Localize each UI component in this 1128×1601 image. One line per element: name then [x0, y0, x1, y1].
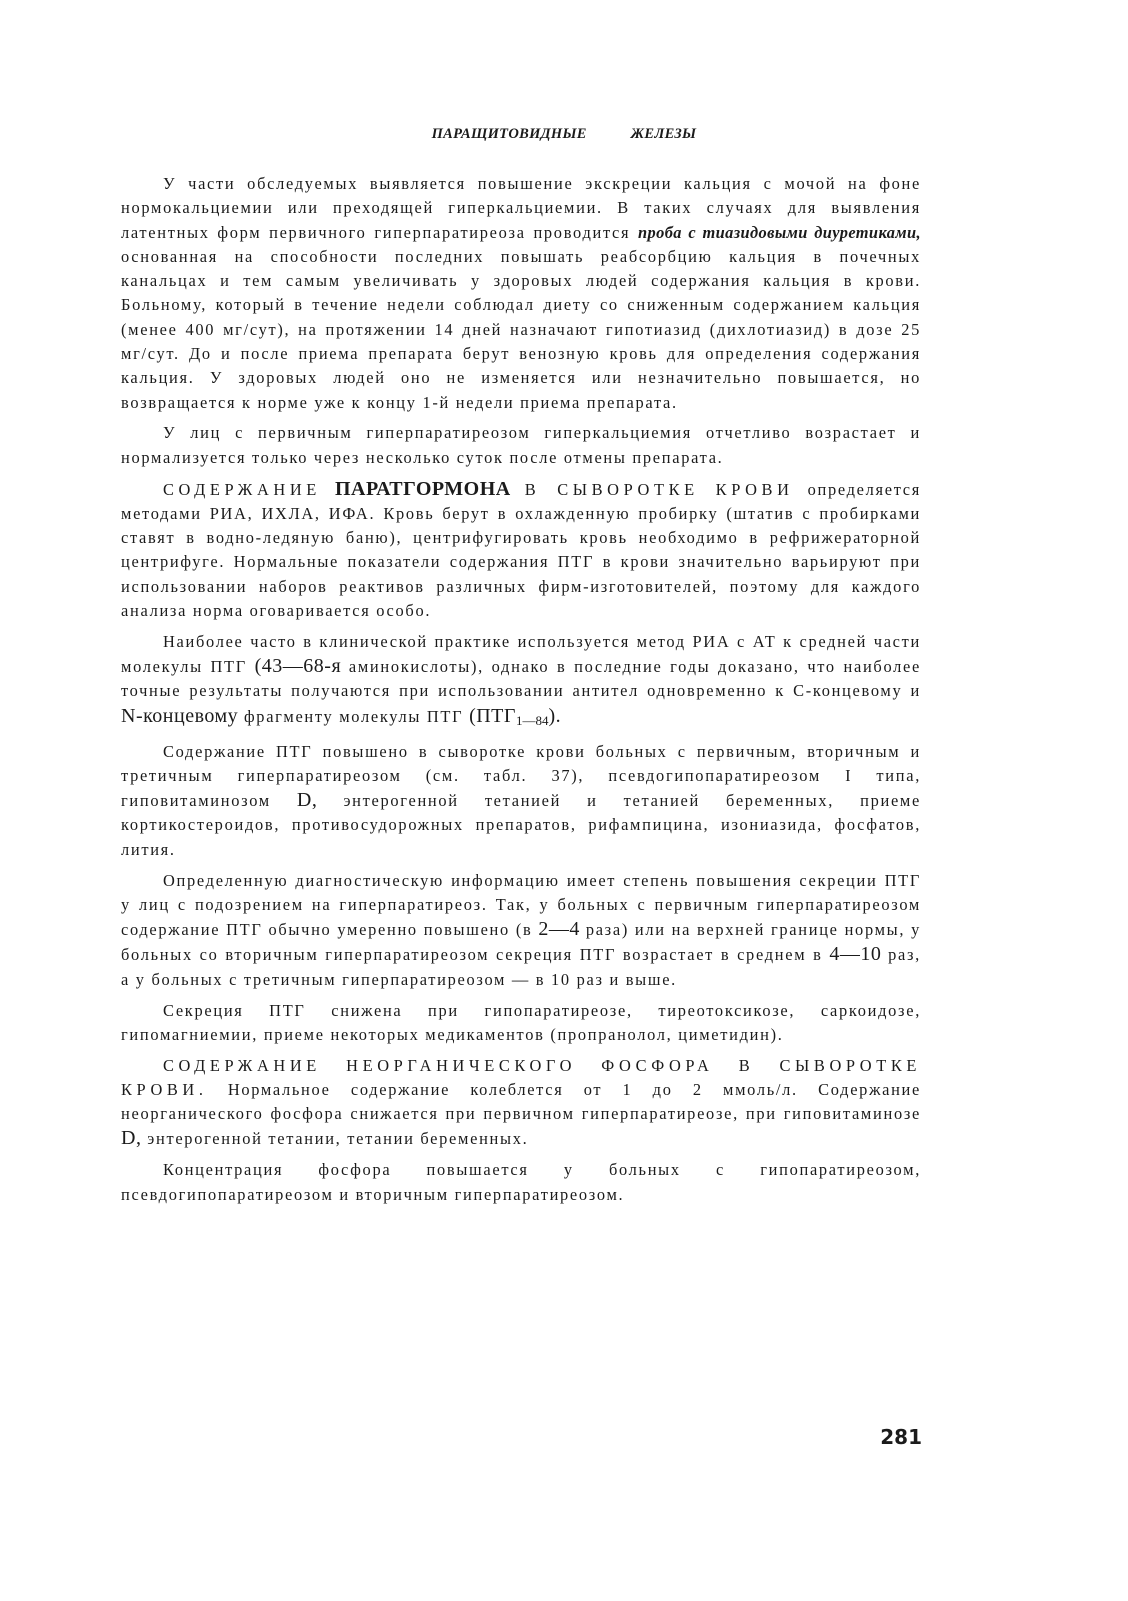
text-run: фрагменту молекулы ПТГ [243, 706, 464, 726]
text-run: Определенную диагностическую информацию имеет степень повышения секреции ПТГ у лиц с подозрением на гиперпаратиреоз. Так, у больных с первичным гиперпаратиреозом содержание ПТГ обычно умеренно повышено (в [121, 870, 921, 940]
text-run: Содержание ПТГ повышено в сыворотке крови больных с первичным, вторичным и третичным гиперпаратиреозом (см. табл. 37), псевдогипопаратиреозом I типа, гиповитаминозом [121, 741, 921, 811]
text-run: Наиболее часто в клинической практике используется метод РИА с АТ к средней части молекулы ПТГ [121, 631, 921, 677]
paragraph-ria-method [121, 630, 921, 733]
body-text [121, 172, 921, 1213]
text-run: Нормальное содержание колеблется от 1 до 2 ммоль/л. Содержание неорганического фосфора снижается при первичном гиперпаратиреозе, при гиповитаминозе [121, 1079, 921, 1124]
text-run: аминокислоты), однако в последние годы доказано, что наиболее точные результаты получаются при использовании антител одновременно к С-концевому и [121, 657, 921, 701]
running-header [0, 126, 1128, 143]
text-run: основанная на способности последних повышать реабсорбцию кальция в почечных канальцах и тем самым увеличивать у здоровых людей содержания кальция в крови. Больному, который в течение недели соблюдал диету со сниженным содержанием кальция (менее 400 мг/сут), на протяжении 14 дней назначают гипотиазид (дихлотиазид) в дозе 25 мг/сут. До и после приема препарата берут венозную кровь для определения содержания кальция. У здоровых людей оно не изменяется или незначительно повышается, но возвращается к норме уже к концу 1-й недели приема препарата. [121, 246, 921, 412]
paragraph-hypercalcemia: У лиц с первичным гиперпаратиреозом гиперкальциемия отчетливо возрастает и нормализуется только через несколько суток после отмены препарата. [121, 423, 921, 467]
emphasis-term: проба с тиазидовыми диуретиками, [638, 222, 921, 242]
header-left: ПАРАЩИТОВИДНЫЕ [431, 126, 587, 142]
text-run: определяется методами РИА, ИХЛА, ИФА. Кровь берут в охлажденную пробирку (штатив с пробирками ставят в водно-ледяную баню), центрифугировать кровь необходимо в рефрижераторной центрифуге. Нормальные показатели содержания ПТГ в крови значительно варьируют при использовании наборов реактивов различных фирм-изготовителей, поэтому для каждого анализа норма оговаривается особо. [121, 479, 921, 621]
text-run-large: (ПТГ [469, 704, 516, 727]
text-run-large: (43—68-я [254, 655, 342, 678]
paragraph-thiazide-test [121, 172, 921, 415]
text-run: У части обследуемых выявляется повышение экскреции кальция с мочой на фоне нормокальциемии или преходящей гиперкальциемии. В таких случаях для выявления латентных форм первичного гиперпаратиреоза проводится [121, 174, 921, 242]
text-run-large: 2—4 [538, 918, 580, 941]
paragraph-pth-reduced: Секреция ПТГ снижена при гипопаратиреозе, тиреотоксикозе, саркоидозе, гипомагниемии, приеме некоторых медикаментов (пропранолол, циметидин). [121, 1000, 921, 1044]
paragraph-phosphorus-increase: Концентрация фосфора повышается у больных с гипопаратиреозом, псевдогипопаратиреозом и вторичным гиперпаратиреозом. [121, 1160, 921, 1204]
text-run-large: N-концевому [121, 704, 239, 727]
text-run: энтерогенной тетанией и тетанией беременных, приеме кортикостероидов, противосудорожных препаратов, рифампицина, изониазида, фосфатов, лития. [121, 791, 921, 859]
text-run-large: 4—10 [829, 943, 882, 966]
paragraph-diagnostic-info [121, 869, 921, 992]
text-run: энтерогенной тетании, тетании беременных. [147, 1129, 529, 1149]
section-heading: СОДЕРЖАНИЕ НЕОРГАНИЧЕСКОГО ФОСФОРА В СЫВОРОТКЕ КРОВИ. [121, 1055, 921, 1099]
text-run-large: ). [548, 704, 562, 727]
text-run: раз, а у больных с третичным гиперпаратиреозом — в 10 раз и выше. [121, 945, 921, 989]
text-run-large: D, [121, 1127, 142, 1150]
subscript: 1—84 [515, 712, 549, 728]
section-heading: В СЫВОРОТКЕ КРОВИ [524, 479, 794, 499]
paragraph-pth-elevated [121, 740, 921, 862]
section-heading-bold: ПАРАТГОРМОНА [334, 477, 511, 500]
paragraph-parathormone [121, 477, 921, 624]
text-run: раза) или на верхней границе нормы, у больных со вторичным гиперпаратиреозом секреция ПТГ возрастает в среднем в [121, 920, 921, 965]
text-run-large: D, [296, 789, 318, 812]
paragraph-phosphorus [121, 1054, 921, 1152]
section-heading: СОДЕРЖАНИЕ [163, 479, 321, 499]
page-number: 281 [880, 1425, 922, 1449]
header-right: ЖЕЛЕЗЫ [630, 126, 697, 142]
